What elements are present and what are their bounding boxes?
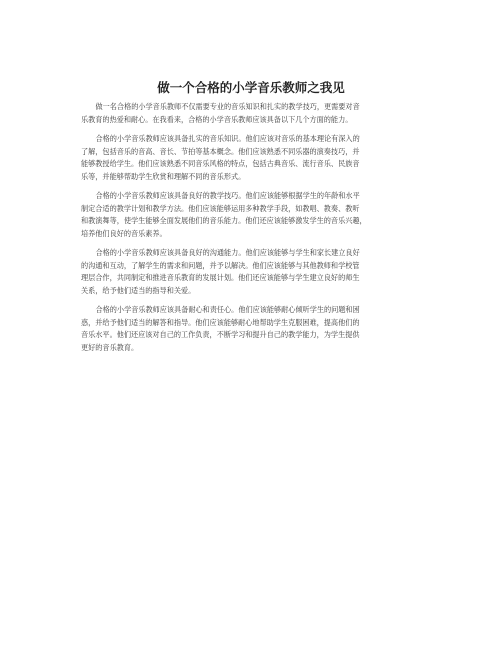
paragraph-2 — [81, 133, 425, 183]
paragraph-line: 合格的小学音乐教师应该具备耐心和责任心。他们应该能够耐心倾听学生的问题和困 — [95, 305, 360, 314]
paragraph-line: 了解，包括音乐的音高、音长、节拍等基本概念。他们应该熟悉不同乐器的演奏技巧，并 — [81, 146, 360, 156]
paragraph-line: 能够教授给学生。他们应该熟悉不同音乐风格的特点，包括古典音乐、流行音乐、民族音 — [81, 159, 360, 168]
paragraph-5 — [81, 304, 425, 354]
paragraph-line: 培养他们良好的音乐素养。 — [81, 228, 167, 238]
paragraph-line: 惑，并给予他们适当的解答和指导。他们应该能够耐心地帮助学生克服困难，提高他们的 — [81, 317, 360, 327]
paragraph-line: 和教演舞等，使学生能够全面发展他们的音乐能力。他们还应该能够激发学生的音乐兴趣， — [81, 216, 367, 225]
document-title: 做一个合格的小学音乐教师之我见 — [157, 80, 345, 95]
paragraph-line: 的沟通和互动，了解学生的需求和问题，并予以解决。他们应该能够与其他教师和学校管 — [81, 260, 360, 270]
paragraph-4 — [81, 247, 425, 297]
paragraph-line: 乐教育的热爱和耐心。在我看来，合格的小学音乐教师应该具备以下几个方面的能力。 — [81, 114, 353, 124]
paragraph-line: 乐等，并能够帮助学生欣赏和理解不同的音乐形式。 — [81, 171, 246, 181]
paragraph-line: 合格的小学音乐教师应该具备良好的教学技巧。他们应该能够根据学生的年龄和水平 — [95, 191, 360, 200]
paragraph-line: 合格的小学音乐教师应该具备良好的沟通能力。他们应该能够与学生和家长建立良好 — [95, 248, 360, 257]
paragraph-line: 合格的小学音乐教师应该具备扎实的音乐知识。他们应该对音乐的基本理论有深入的 — [95, 134, 360, 143]
paragraph-line: 音乐水平。他们还应该对自己的工作负责，不断学习和提升自己的教学能力，为学生提供 — [81, 330, 360, 339]
paragraph-line: 关系，给予他们适当的指导和关爱。 — [81, 285, 196, 295]
paragraph-1 — [81, 101, 425, 126]
paragraph-line: 做一名合格的小学音乐教师不仅需要专业的音乐知识和扎实的教学技巧，更需要对音 — [95, 102, 360, 111]
document-body — [81, 101, 425, 361]
paragraph-line: 理层合作，共同制定和推进音乐教育的发展计划。他们还应该能够与学生建立良好的师生 — [81, 273, 360, 282]
paragraph-3 — [81, 190, 425, 240]
paragraph-line: 更好的音乐教育。 — [81, 342, 139, 352]
paragraph-line: 制定合适的教学计划和教学方法。他们应该能够运用多种教学手段，如教唱、教奏、教听 — [81, 203, 360, 213]
